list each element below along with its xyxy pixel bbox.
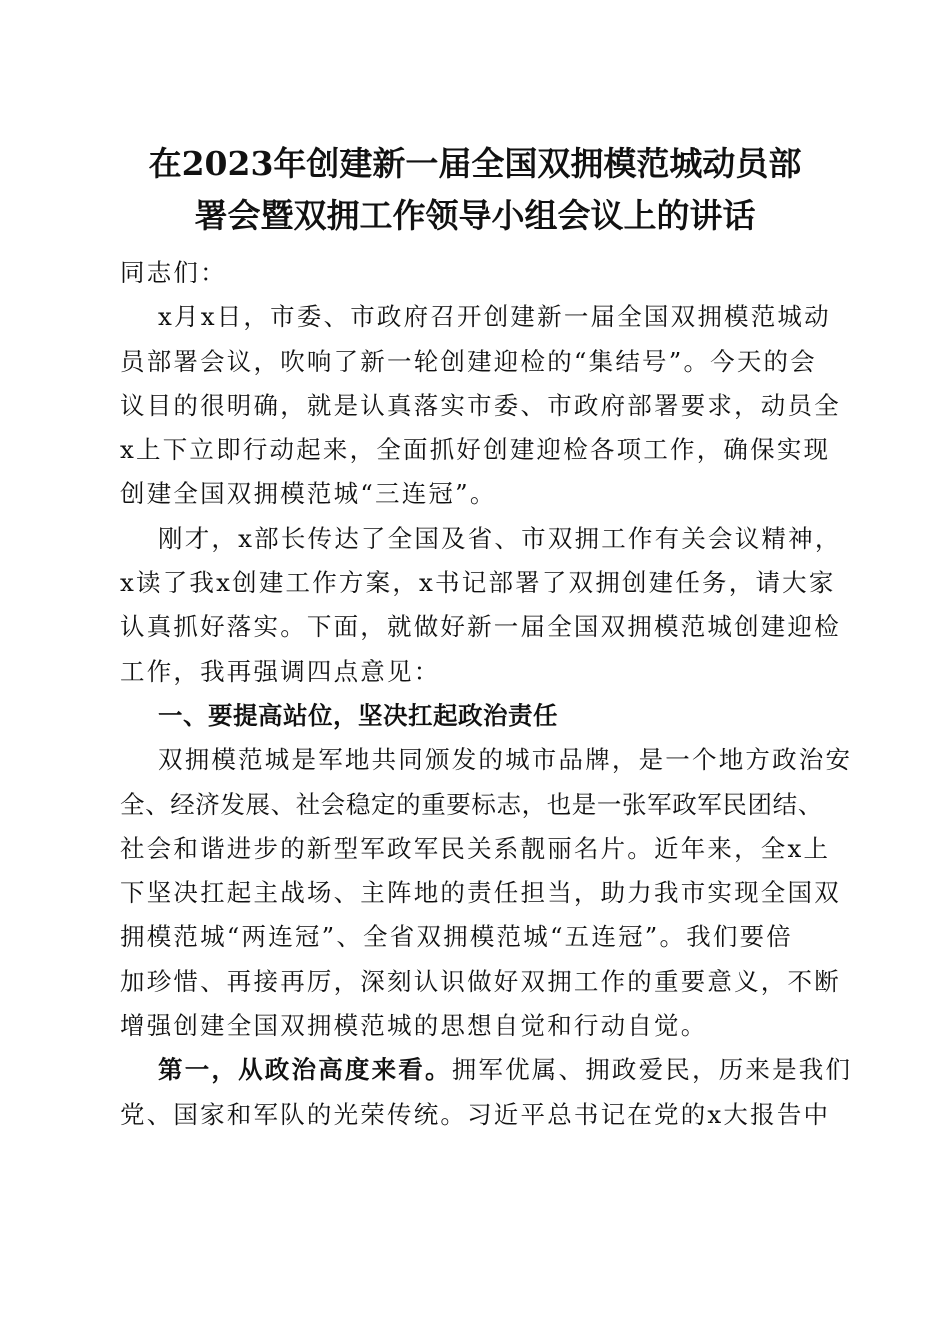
section-heading-1 xyxy=(120,694,832,738)
section-heading-text: 一、要提高站位，坚决扛起政治责任 xyxy=(158,700,558,730)
paragraph-line: 员部署会议，吹响了新一轮创建迎检的“集结号”。今天的会 xyxy=(120,346,817,376)
title-line-1: 在2023年创建新一届全国双拥模范城动员部 xyxy=(148,144,802,183)
paragraph-line: x月x日，市委、市政府召开创建新一届全国双拥模范城动 xyxy=(158,302,831,332)
paragraph-line xyxy=(120,1048,853,1092)
paragraph-line: 加珍惜、再接再厉，深刻认识做好双拥工作的重要意义，不断 xyxy=(120,966,841,996)
salutation-text: 同志们： xyxy=(120,258,227,287)
paragraph-line: 全、经济发展、社会稳定的重要标志，也是一张军政军民团结、 xyxy=(120,789,823,819)
paragraph-line: 创建全国双拥模范城“三连冠”。 xyxy=(120,479,497,509)
paragraph-line: 拥模范城“两连冠”、全省双拥模范城“五连冠”。我们要倍 xyxy=(120,922,793,952)
salutation xyxy=(120,251,832,295)
paragraph-3 xyxy=(120,738,853,1048)
paragraph-line: x上下立即行动起来，全面抓好创建迎检各项工作，确保实现 xyxy=(120,435,831,465)
document-title xyxy=(110,138,840,242)
paragraph-line-rest: 拥军优属、拥政爱民，历来是我们 xyxy=(451,1055,853,1085)
paragraph-line: 社会和谐进步的新型军政军民关系靓丽名片。近年来，全x上 xyxy=(120,833,831,863)
paragraph-4 xyxy=(120,1048,853,1137)
paragraph-line: 双拥模范城是军地共同颁发的城市品牌，是一个地方政治安 xyxy=(158,745,853,775)
paragraph-line: 下坚决扛起主战场、主阵地的责任担当，助力我市实现全国双 xyxy=(120,878,841,908)
paragraph-1 xyxy=(120,295,841,516)
title-line-2: 署会暨双拥工作领导小组会议上的讲话 xyxy=(194,196,756,235)
paragraph-line: 刚才，x部长传达了全国及省、市双拥工作有关会议精神， xyxy=(158,523,842,553)
paragraph-line: 议目的很明确，就是认真落实市委、市政府部署要求，动员全 xyxy=(120,390,841,420)
paragraph-line: 认真抓好落实。下面，就做好新一届全国双拥模范城创建迎检 xyxy=(120,612,841,642)
paragraph-2 xyxy=(120,517,842,694)
paragraph-line: 党、国家和军队的光荣传统。习近平总书记在党的x大报告中 xyxy=(120,1099,831,1129)
paragraph-line: x读了我x创建工作方案，x书记部署了双拥创建任务，请大家 xyxy=(120,568,836,598)
paragraph-line: 工作，我再强调四点意见： xyxy=(120,656,441,686)
paragraph-line: 增强创建全国双拥模范城的思想自觉和行动自觉。 xyxy=(120,1011,708,1041)
document-body xyxy=(120,251,853,1137)
paragraph-lead: 第一，从政治高度来看。 xyxy=(158,1055,452,1085)
